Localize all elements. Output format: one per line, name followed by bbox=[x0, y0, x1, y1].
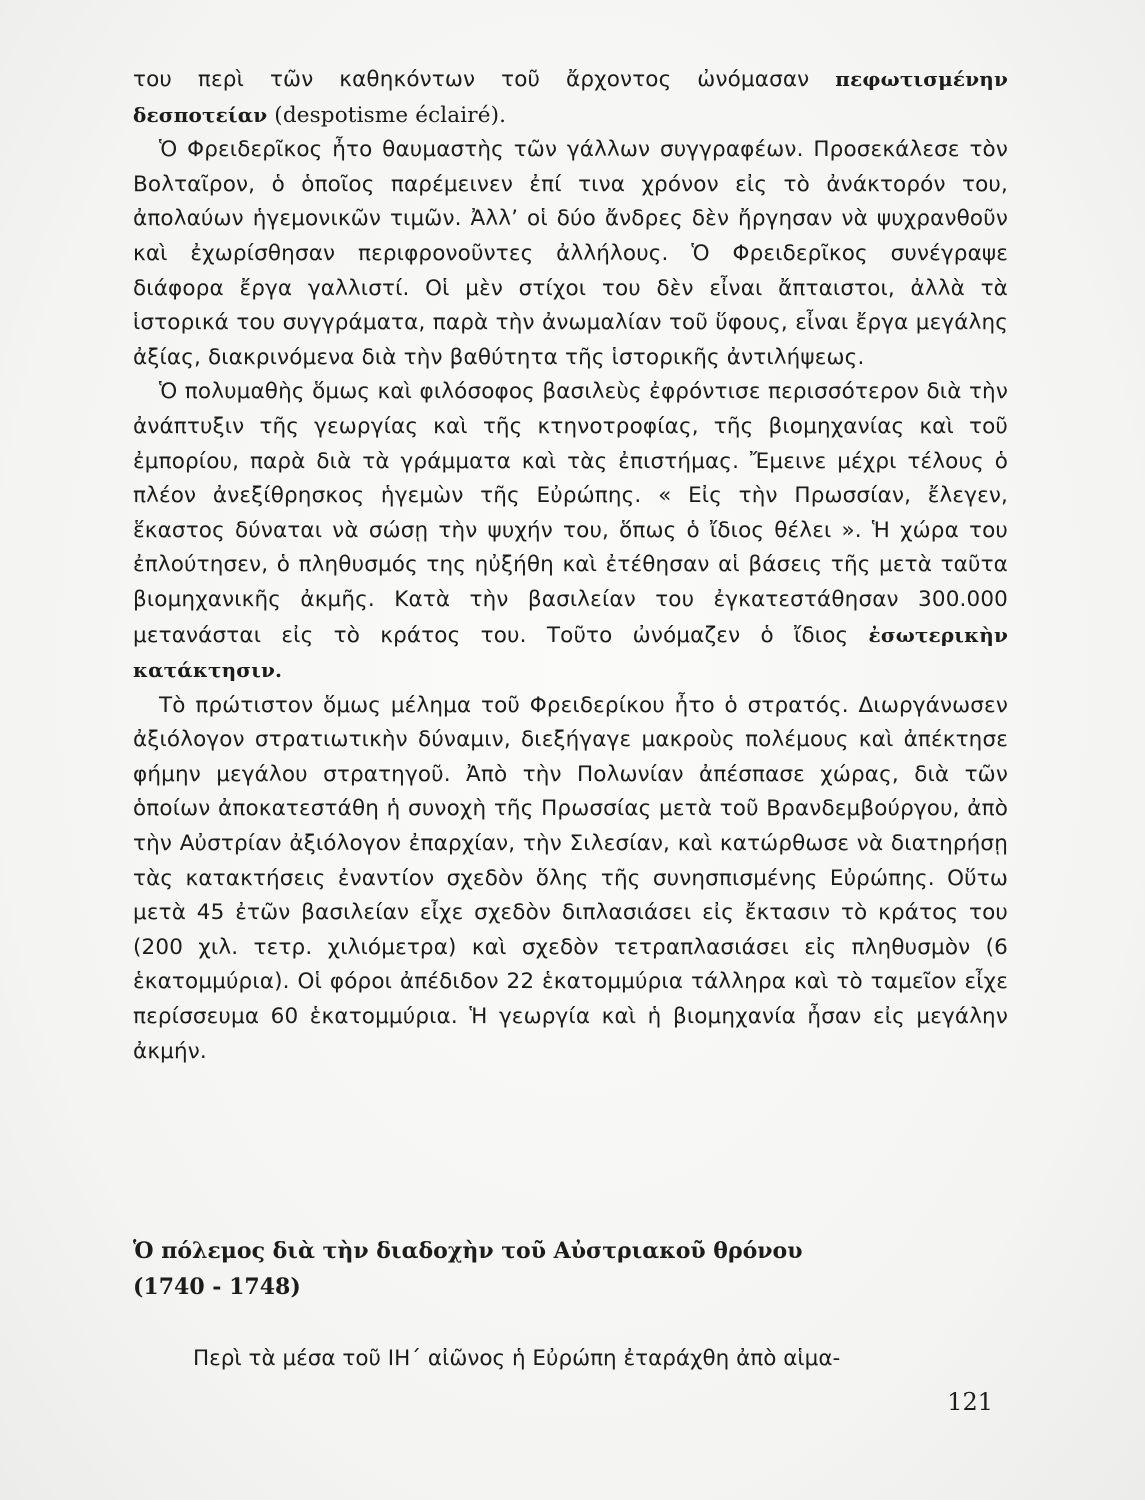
french-term: (despotisme éclairé). bbox=[274, 102, 507, 128]
paragraph-1 bbox=[133, 62, 1008, 133]
section-heading bbox=[133, 1233, 1008, 1305]
section-heading-dates: (1740 - 1748) bbox=[133, 1274, 301, 1300]
paragraph-1-text: του περὶ τῶν καθηκόντων τοῦ ἄρχοντος ὠνόμασαν bbox=[133, 67, 836, 92]
section-heading-title: Ὁ πόλεμος διὰ τὴν διαδοχὴν τοῦ Αὐστριακοῦ θρόνου bbox=[133, 1238, 803, 1264]
paragraph-5: Περὶ τὰ μέσα τοῦ ΙΗ΄ αἰῶνος ἡ Εὐρώπη ἐταράχθη ἀπὸ αἱμα- bbox=[193, 1345, 841, 1371]
paragraph-3-text: Ὁ πολυμαθὴς ὅμως καὶ φιλόσοφος βασιλεὺς ἐφρόντισε περισσότερον διὰ τὴν ἀνάπτυξιν τῆς γεωργίας καὶ τῆς κτηνοτροφίας, τῆς βιομηχανίας καὶ τοῦ ἐμπορίου, παρὰ διὰ τὰ γράμματα καὶ τὰς ἐπιστήμας. Ἔμεινε μέχρι τέλους ὁ πλέον ἀνεξίθρησκος ἡγεμὼν τῆς Εὐρώπης. « Εἰς τὴν Πρωσσίαν, ἔλεγεν, ἕκαστος δύναται νὰ σώσῃ τὴν ψυχήν του, ὅπως ὁ ἴδιος θέλει ». Ἡ χώρα του ἐπλούτησεν, ὁ πληθυσμός της ηὐξήθη καὶ ἐτέθησαν αἱ βάσεις τῆς μετὰ ταῦτα βιομηχανικῆς ἀκμῆς. Κατὰ τὴν βασιλείαν του ἐγκατεστάθησαν 300.000 μετανάσται εἰς τὸ κράτος του. Τοῦτο ὠνόμαζεν ὁ ἴδιος bbox=[133, 379, 1008, 648]
paragraph-3 bbox=[133, 375, 1008, 688]
bold-term-enlightened-despotism: πεφωτισμένην δεσποτείαν bbox=[133, 67, 1008, 127]
paragraph-2: Ὁ Φρειδερῖκος ἦτο θαυμαστὴς τῶν γάλλων συγγραφέων. Προσεκάλεσε τὸν Βολταῖρον, ὁ ὁποῖος παρέμεινεν ἐπί τινα χρόνον εἰς τὸ ἀνάκτορόν του, ἀπολαύων ἡγεμονικῶν τιμῶν. Ἀλλ’ οἱ δύο ἄνδρες δὲν ἤργησαν νὰ ψυχρανθοῦν καὶ ἐχωρίσθησαν περιφρονοῦντες ἀλλήλους. Ὁ Φρειδερῖκος συνέγραψε διάφορα ἔργα γαλλιστί. Οἱ μὲν στίχοι του δὲν εἶναι ἄπταιστοι, ἀλλὰ τὰ ἱστορικά του συγγράματα, παρὰ τὴν ἀνωμαλίαν τοῦ ὕφους, εἶναι ἔργα μεγάλης ἀξίας, διακρινόμενα διὰ τὴν βαθύτητα τῆς ἱστορικῆς ἀντιλήψεως. bbox=[133, 137, 1008, 370]
paragraph-4: Τὸ πρώτιστον ὅμως μέλημα τοῦ Φρειδερίκου ἦτο ὁ στρατός. Διωργάνωσεν ἀξιόλογον στρατιωτικὴν δύναμιν, διεξήγαγε μακροὺς πολέμους καὶ ἀπέκτησε φήμην μεγάλου στρατηγοῦ. Ἀπὸ τὴν Πολωνίαν ἀπέσπασε χώρας, διὰ τῶν ὁποίων ἀποκατεστάθη ἡ συνοχὴ τῆς Πρωσσίας μετὰ τοῦ Βρανδεμβούργου, ἀπὸ τὴν Αὐστρίαν ἀξιόλογον ἐπαρχίαν, τὴν Σιλεσίαν, καὶ κατώρθωσε νὰ διατηρήσῃ τὰς κατακτήσεις ἐναντίον σχεδὸν ὅλης τῆς συνησπισμένης Εὐρώπης. Οὕτω μετὰ 45 ἐτῶν βασιλείαν εἶχε σχεδὸν διπλασιάσει εἰς ἔκτασιν τὸ κράτος του (200 χιλ. τετρ. χιλιόμετρα) καὶ σχεδὸν τετραπλασιάσει εἰς πληθυσμὸν (6 ἑκατομμύρια). Οἱ φόροι ἀπέδιδον 22 ἑκατομμύρια τάλληρα καὶ τὸ ταμεῖον εἶχε περίσσευμα 60 ἑκατομμύρια. Ἡ γεωργία καὶ ἡ βιομηχανία ἦσαν εἰς μεγάλην ἀκμήν. bbox=[133, 692, 1008, 1064]
page-number: 121 bbox=[947, 1388, 993, 1416]
body-text bbox=[133, 62, 1008, 1069]
bold-term-internal-conquest: ἐσωτερικὴν κατάκτησιν. bbox=[133, 622, 1008, 683]
